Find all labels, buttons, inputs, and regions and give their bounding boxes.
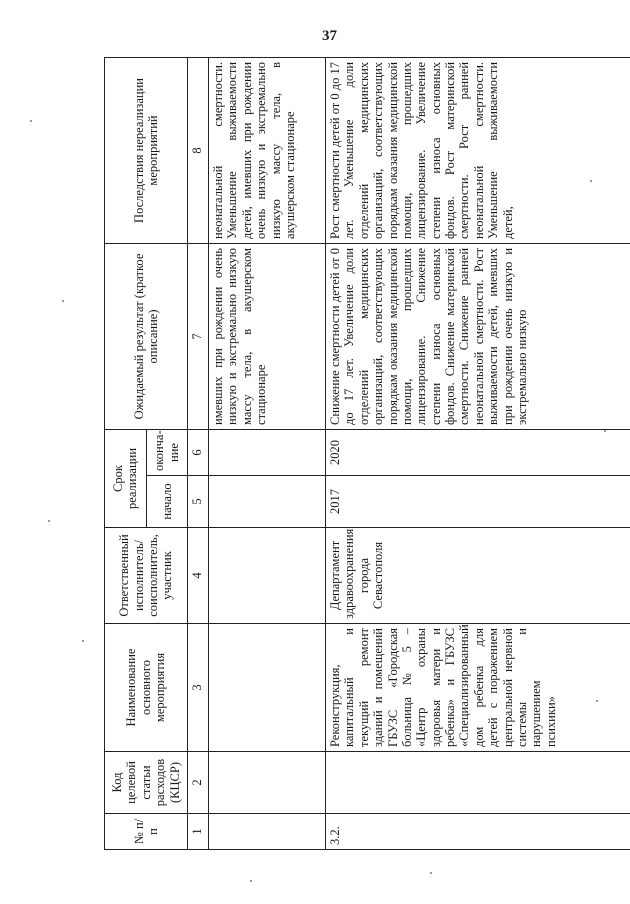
column-number: 8 <box>188 57 209 243</box>
scan-speck <box>62 300 64 302</box>
cell-consequences: Рост смертности детей от 0 до 17 лет. Уменьшение доли отделений медицинских организаций, соответствующих порядкам оказания медицинской помощи, прошедших лицензирование. Увеличение степени износа основных фондов. Рост материнской смертности. Рост ранней неонатальной смертности. Уменьшение выживаемости детей, <box>326 57 630 243</box>
header-consequences: Последствия нереализации мероприятий <box>105 57 188 243</box>
scan-speck <box>590 180 592 182</box>
column-number: 6 <box>188 429 209 475</box>
header-term: Срок реализации <box>105 429 147 527</box>
cell-code <box>326 752 630 814</box>
scan-speck <box>48 520 50 522</box>
cell-name <box>209 624 326 752</box>
scan-speck <box>82 640 84 642</box>
cell-end: 2020 <box>326 429 630 475</box>
cell-executor <box>209 528 326 624</box>
header-code: Код целевой статьи расходов (КЦСР) <box>105 752 188 814</box>
header-result: Ожидаемый результат (краткое описание) <box>105 243 188 429</box>
cell-result: Снижение смертности детей от 0 до 17 лет. Увеличение доли отделений медицинских организаций, соответствующих порядкам оказания медицинской помощи, прошедших лицензирование. Снижение степени износа основных фондов. Снижение материнской смертности. Снижение ранней неонатальной смертности. Рост выживаемости детей, имевших при рождении очень низкую и экстремально низкую <box>326 243 630 429</box>
scan-speck <box>430 872 432 874</box>
column-number-row <box>188 57 209 849</box>
column-number: 2 <box>188 752 209 814</box>
column-number: 4 <box>188 528 209 624</box>
cell-start: 2017 <box>326 476 630 528</box>
cell-end <box>209 429 326 475</box>
scan-speck <box>250 880 252 882</box>
table-row-3-2 <box>326 57 630 849</box>
column-number: 1 <box>188 814 209 850</box>
table-row-continuation <box>209 57 326 849</box>
scan-speck <box>596 700 598 702</box>
cell-code <box>209 752 326 814</box>
column-number: 3 <box>188 624 209 752</box>
header-name: Наименование основного мероприятия <box>105 624 188 752</box>
cell-result: имевших при рождении очень низкую и экстремально низкую массу тела, в акушерском стационаре <box>209 243 326 429</box>
rotated-table-container <box>104 58 630 850</box>
scan-speck <box>604 430 606 432</box>
header-number: № п/п <box>105 814 188 850</box>
header-start: начало <box>146 476 188 528</box>
table-header-row <box>105 57 147 849</box>
page-number: 37 <box>322 28 337 44</box>
column-number: 7 <box>188 243 209 429</box>
header-executor: Ответственный исполнитель/ соисполнитель, участник <box>105 528 188 624</box>
column-number: 5 <box>188 476 209 528</box>
cell-executor: Департамент здравоохранения города Севастополя <box>326 528 630 624</box>
cell-start <box>209 476 326 528</box>
cell-name: Реконструкция, капитальный и текущий ремонт зданий и помещений ГБУЗС «Городская больница № 5 – «Центр охраны здоровья матери и ребенка» и ГБУЗС «Специализированный дом ребенка для детей с поражением центральной нервной системы и нарушением психики» <box>326 624 630 752</box>
scan-speck <box>30 120 32 122</box>
activities-table <box>104 57 630 850</box>
cell-num <box>209 814 326 850</box>
cell-num: 3.2. <box>326 814 630 850</box>
header-end: оконча-ние <box>146 429 188 475</box>
cell-consequences: неонатальной смертности. Уменьшение выживаемости детей, имевших при рождении очень низкую и экстремально низкую массу тела, в акушерском стационаре <box>209 57 326 243</box>
